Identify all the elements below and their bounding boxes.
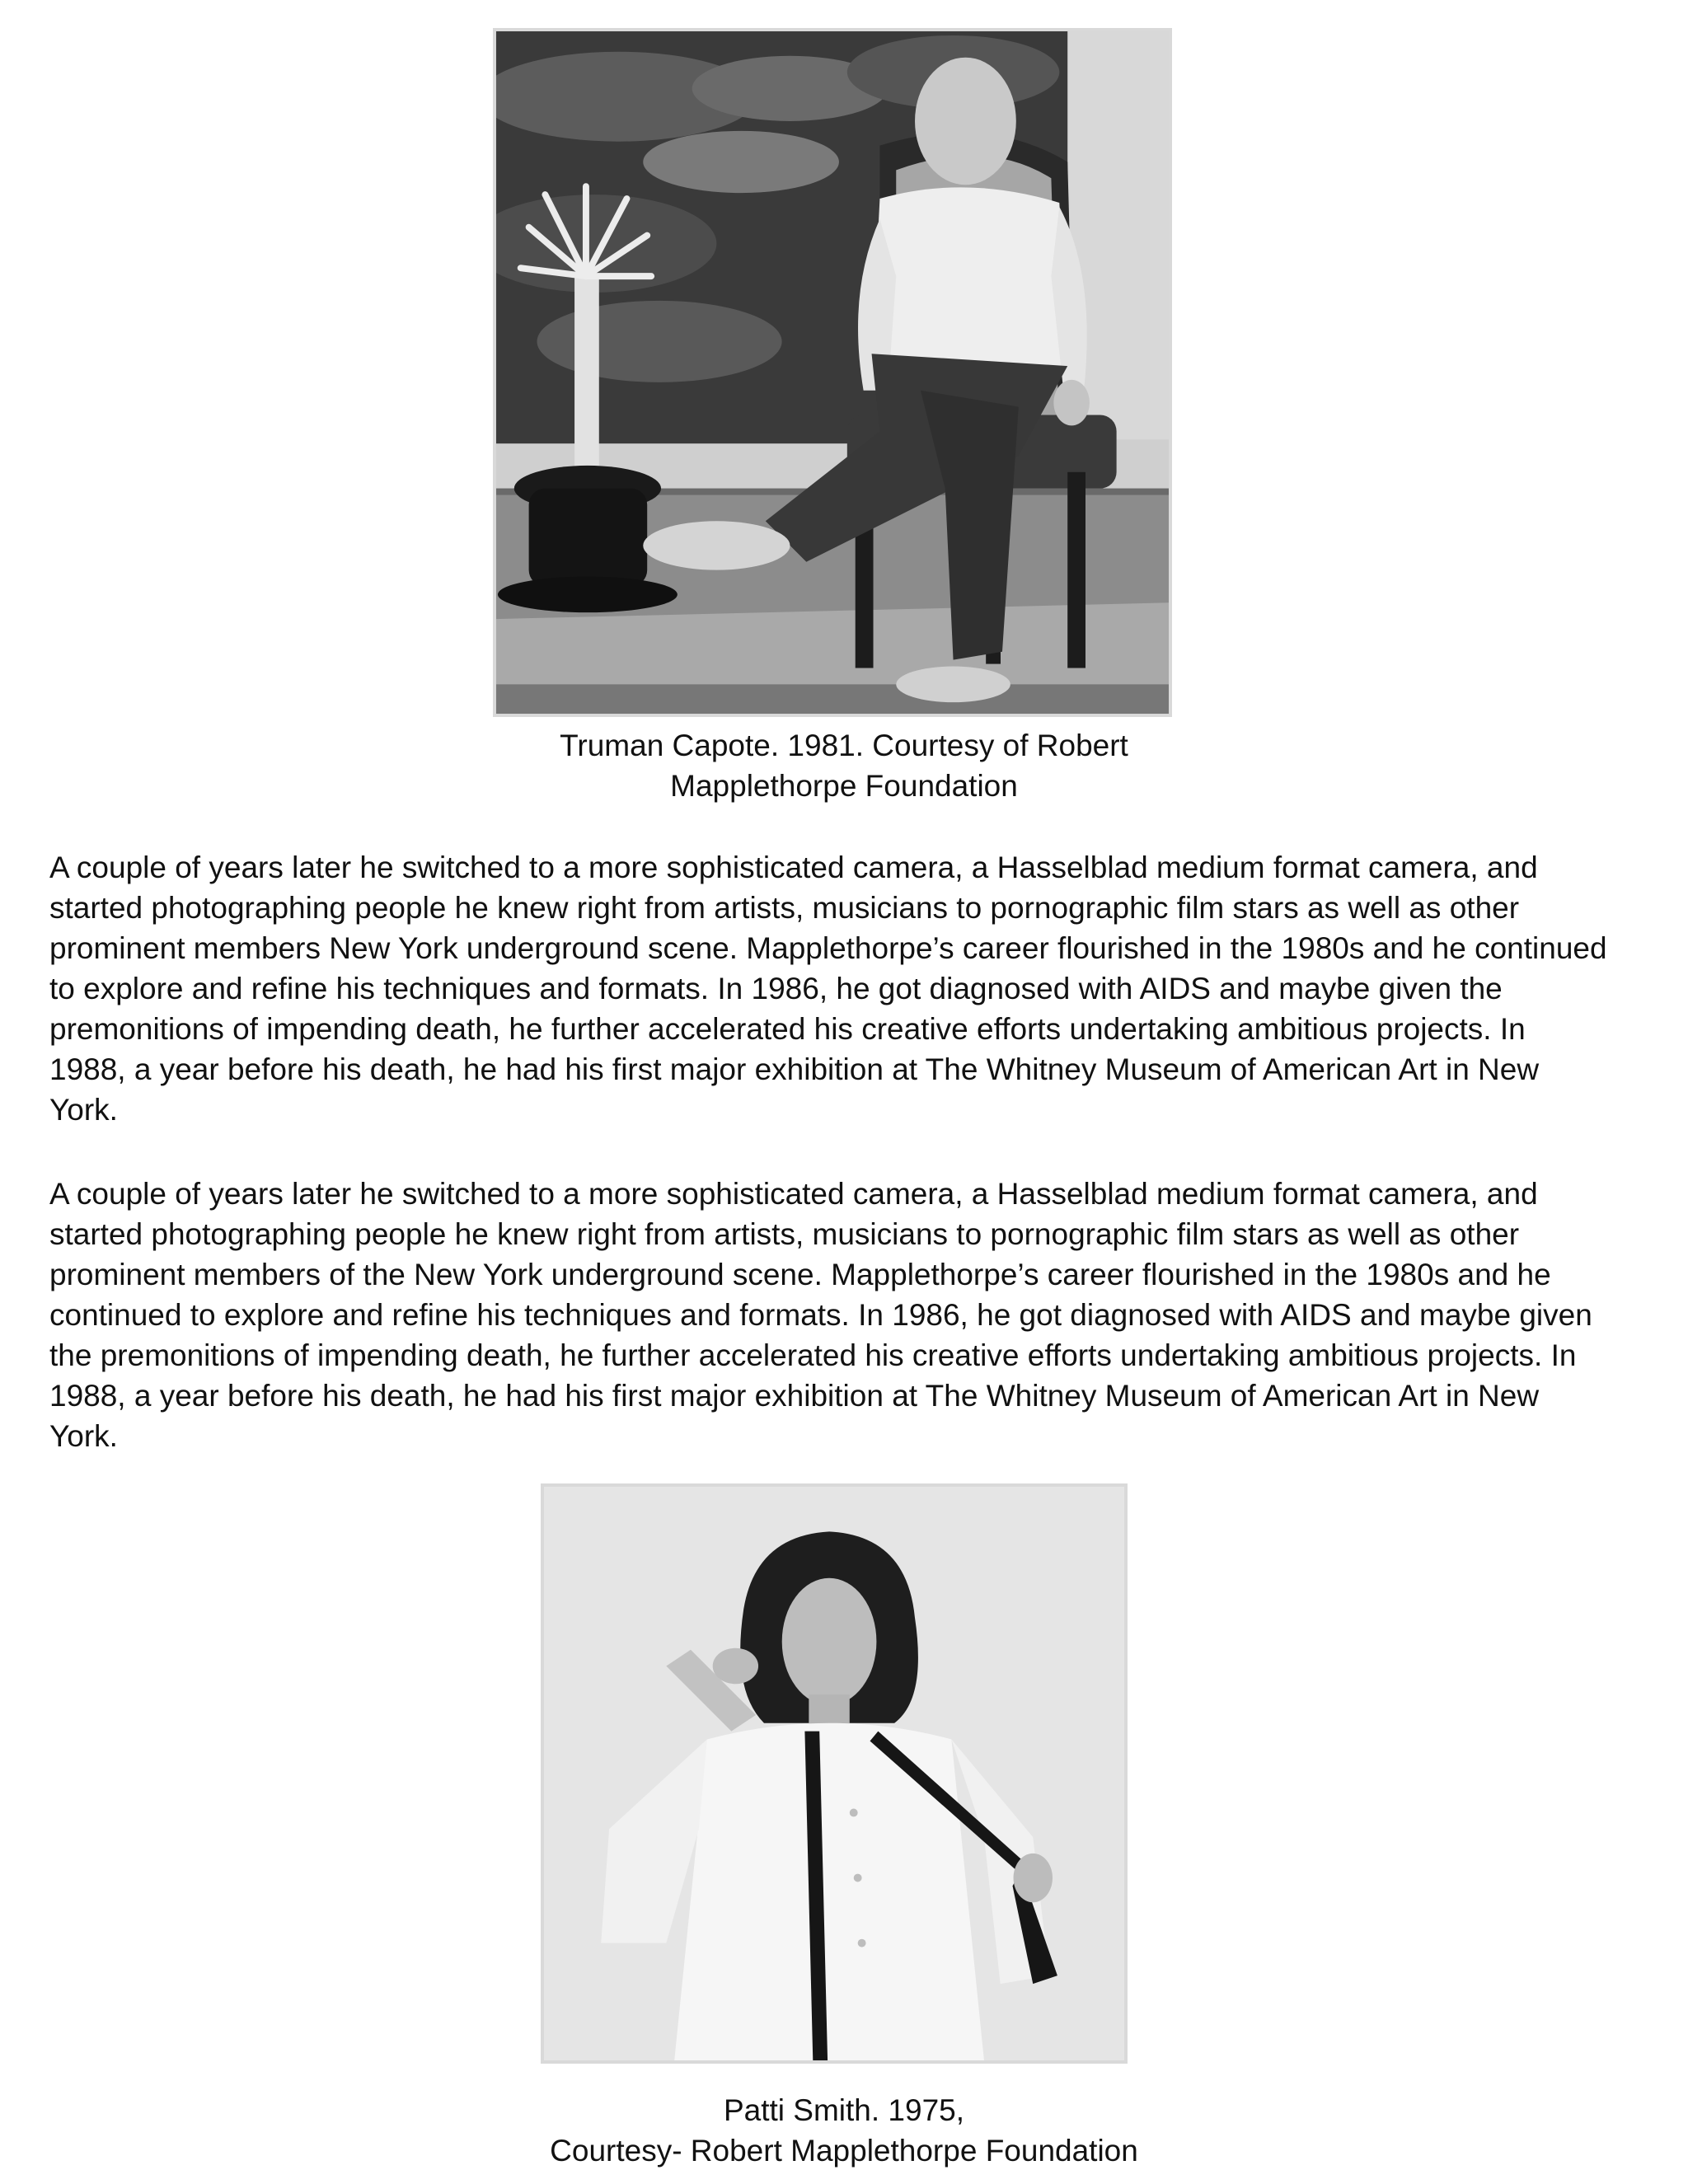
body-paragraph-1 xyxy=(49,847,1648,1130)
photo-patti-smith-image xyxy=(544,1487,1124,2060)
paragraph-line: A couple of years later he switched to a more sophisticated camera, a Hasselblad medium format camera, and xyxy=(49,1177,1538,1211)
paragraph-line: started photographing people he knew right from artists, musicians to pornographic film stars as well as other xyxy=(49,1217,1520,1251)
figure-caption-capote xyxy=(0,725,1688,806)
paragraph-line: prominent members New York underground scene. Mapplethorpe’s career flourished in the 1980s and he continued xyxy=(49,931,1607,965)
paragraph-line: A couple of years later he switched to a more sophisticated camera, a Hasselblad medium format camera, and xyxy=(49,851,1538,884)
photo-truman-capote-image xyxy=(496,31,1169,714)
paragraph-line: started photographing people he knew right from artists, musicians to pornographic film stars as well as other xyxy=(49,891,1520,925)
photo-patti-smith xyxy=(541,1483,1128,2064)
paragraph-line: prominent members of the New York underground scene. Mapplethorpe’s career flourished in the 1980s and he xyxy=(49,1258,1551,1291)
caption-line: Truman Capote. 1981. Courtesy of Robert xyxy=(560,729,1128,762)
paragraph-line: 1988, a year before his death, he had his first major exhibition at The Whitney Museum of American Art in New xyxy=(49,1052,1540,1086)
figure-caption-smith xyxy=(0,2090,1688,2171)
paragraph-line: York. xyxy=(49,1093,118,1127)
caption-line: Mapplethorpe Foundation xyxy=(670,769,1018,803)
caption-line: Courtesy- Robert Mapplethorpe Foundation xyxy=(550,2134,1138,2168)
caption-line: Patti Smith. 1975, xyxy=(723,2093,965,2127)
paragraph-line: continued to explore and refine his techniques and formats. In 1986, he got diagnosed with AIDS and maybe given xyxy=(49,1298,1592,1332)
paragraph-line: to explore and refine his techniques and formats. In 1986, he got diagnosed with AIDS and maybe given the xyxy=(49,972,1503,1005)
paragraph-line: York. xyxy=(49,1419,118,1453)
paragraph-line: premonitions of impending death, he further accelerated his creative efforts undertaking ambitious projects. In xyxy=(49,1012,1526,1046)
body-paragraph-2 xyxy=(49,1174,1648,1456)
photo-truman-capote xyxy=(493,28,1172,717)
paragraph-line: 1988, a year before his death, he had his first major exhibition at The Whitney Museum of American Art in New xyxy=(49,1379,1540,1413)
paragraph-line: the premonitions of impending death, he further accelerated his creative efforts undertaking ambitious projects. In xyxy=(49,1338,1577,1372)
